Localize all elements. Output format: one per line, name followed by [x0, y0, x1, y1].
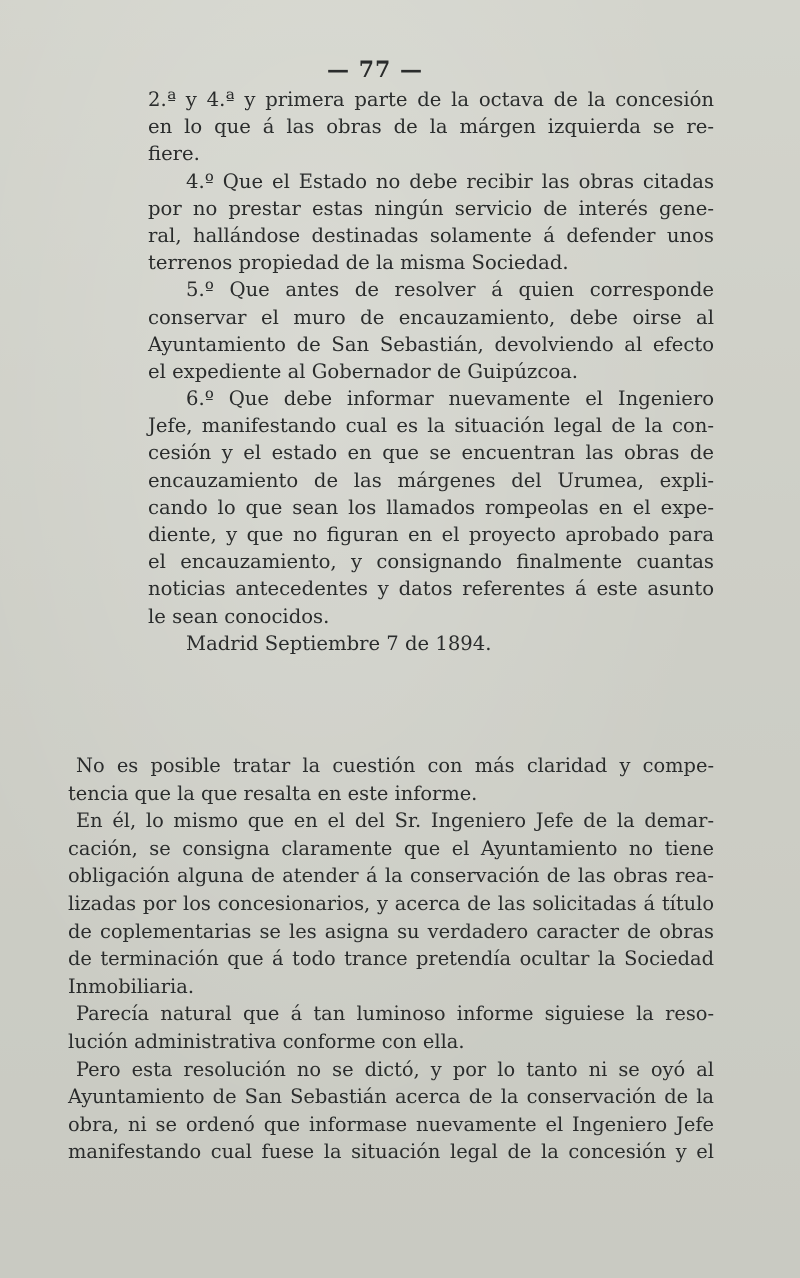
text-line: cesión y el estado en que se encuentran las obras de [148, 441, 714, 465]
text-line: Ayuntamiento de San Sebastián, devolviendo al efecto [148, 332, 714, 356]
text-line: En él, lo mismo que en el del Sr. Ingeniero Jefe de la demar- [76, 809, 714, 833]
text-line: Pero esta resolución no se dictó, y por lo tanto ni se oyó al [76, 1057, 714, 1081]
text-line: por no prestar estas ningún servicio de interés gene- [148, 196, 714, 220]
page-number: — 77 — [327, 57, 423, 83]
text-line: fiere. [148, 142, 200, 166]
text-line: en lo que á las obras de la márgen izquierda se re- [148, 115, 714, 139]
text-line: diente, y que no figuran en el proyecto aprobado para [148, 523, 714, 546]
text-line: obra, ni se ordenó que informase nuevamente el Ingeniero Jefe [68, 1112, 714, 1136]
text-line: el encauzamiento, y consignando finalmente cuantas [148, 550, 714, 574]
text-line: el expediente al Gobernador de Guipúzcoa. [148, 359, 579, 383]
date-line: Madrid Septiembre 7 de 1894. [186, 631, 492, 655]
text-line: conservar el muro de encauzamiento, debe oirse al [148, 305, 714, 329]
text-line: Inmobiliaria. [68, 974, 194, 998]
text-line: cando lo que sean los llamados rompeolas en el expe- [148, 495, 714, 519]
text-line: tencia que la que resalta en este informe. [68, 781, 478, 805]
text-line: obligación alguna de atender á la conservación de las obras rea- [68, 864, 714, 888]
text-line: Jefe, manifestando cual es la situación legal de la con- [148, 414, 714, 438]
text-line: lución administrativa conforme con ella. [68, 1029, 465, 1053]
text-line: de coplementarias se les asigna su verdadero caracter de obras [68, 919, 714, 943]
text-line: No es posible tratar la cuestión con más claridad y compe- [76, 754, 714, 777]
text-line: cación, se consigna claramente que el Ayuntamiento no tiene [68, 836, 714, 860]
commentary [68, 752, 714, 1166]
text-line: 6.º Que debe informar nuevamente el Ingeniero [186, 387, 714, 411]
text-line: lizadas por los concesionarios, y acerca de las solicitadas á título [68, 891, 714, 915]
text-line: 4.º Que el Estado no debe recibir las obras citadas [186, 169, 714, 193]
text-line: 2.ª y 4.ª y primera parte de la octava de la concesión [148, 88, 714, 111]
text-line: Parecía natural que á tan luminoso informe siguiese la reso- [76, 1002, 714, 1026]
text-line: de terminación que á todo trance pretendía ocultar la Sociedad [68, 947, 714, 971]
text-line: ral, hallándose destinadas solamente á defender unos [148, 223, 714, 247]
report-conclusions [148, 86, 714, 657]
text-line: manifestando cual fuese la situación legal de la concesión y el [68, 1140, 714, 1164]
text-line: 5.º Que antes de resolver á quien corresponde [186, 278, 714, 302]
text-line: noticias antecedentes y datos referentes á este asunto [148, 577, 714, 601]
text-line: le sean conocidos. [148, 604, 330, 628]
text-line: encauzamiento de las márgenes del Urumea, expli- [148, 468, 714, 492]
text-line: terrenos propiedad de la misma Sociedad. [148, 251, 569, 275]
text-line: Ayuntamiento de San Sebastián acerca de la conservación de la [68, 1085, 714, 1109]
